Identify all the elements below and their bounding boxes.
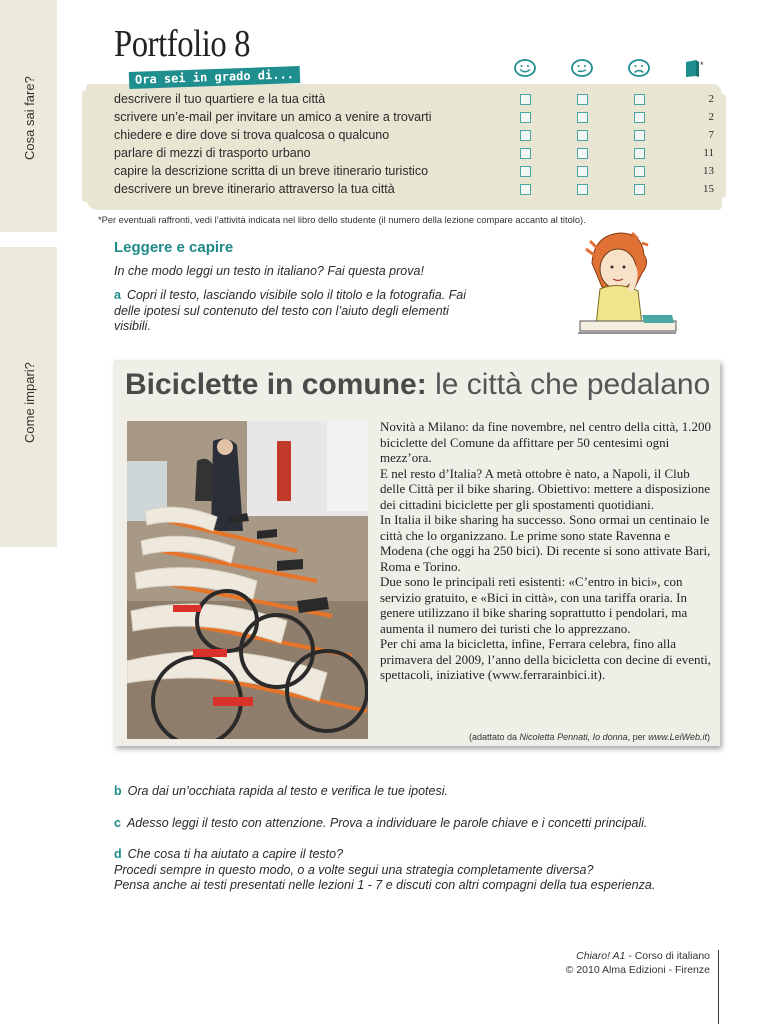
can-do-text: descrivere un breve itinerario attraverso la tua città [114,182,395,196]
can-do-row [114,127,714,145]
article-paragraph: In Italia il bike sharing ha successo. Sono ormai un centinaio le città che lo organizzano. Le prime sono state Ravenna e Modena (che oggi ha 250 bici). Di recente si sono attivate Bari, Roma e Torino. [380,512,711,574]
credit-end: ) [707,732,710,742]
task-letter: d [114,847,122,861]
credit-site: www.LeiWeb.it [648,732,707,742]
lesson-number: 2 [708,111,714,123]
task-text: Copri il testo, lasciando visibile solo il titolo e la fotografia. Fai delle ipotesi sul contenuto del testo con l’aiuto degli elementi visibili. [114,288,467,333]
sidebar-tab-cosa-sai-fare [0,0,57,232]
footer-book-suffix: - Corso di italiano [625,950,710,962]
article-title [125,368,710,402]
reading-girl-illustration [572,229,682,347]
checkbox-happy[interactable] [520,166,531,177]
footer-divider [718,950,719,1024]
checkbox-sad[interactable] [634,112,645,123]
can-do-text: chiedere e dire dove si trova qualcosa o qualcuno [114,128,390,142]
footer-book [566,949,710,963]
sad-face-icon [627,58,651,78]
can-do-text: descrivere il tuo quartiere e la tua città [114,92,326,106]
can-do-row [114,109,714,127]
task-letter: b [114,784,122,798]
book-marker: * [700,60,704,70]
bike-sharing-photo [127,421,368,739]
credit-suffix: , per [627,732,649,742]
can-do-text: parlare di mezzi di trasporto urbano [114,146,311,160]
article-title-bold: Biciclette in comune: [125,368,427,401]
task-text: Adesso leggi il testo con attenzione. Prova a individuare le parole chiave e i concetti principali. [126,816,648,830]
neutral-face-icon [570,58,594,78]
can-do-text: scrivere un’e-mail per invitare un amico a venire a trovarti [114,110,432,124]
article-paragraph: Per chi ama la bicicletta, infine, Ferrara celebra, fino alla primavera del 2009, l’anno della bicicletta con decine di eventi, spettacoli, iniziative (www.ferrarainbici.it). [380,636,712,682]
task-letter: c [114,816,121,830]
task-letter: a [114,288,121,302]
can-do-row [114,163,714,181]
checkbox-happy[interactable] [520,184,531,195]
checkbox-happy[interactable] [520,130,531,141]
checkbox-neutral[interactable] [577,130,588,141]
checkbox-neutral[interactable] [577,112,588,123]
bike-rack-image [127,421,368,739]
checkbox-neutral[interactable] [577,148,588,159]
page-title: Portfolio 8 [114,23,250,65]
footnote: *Per eventuali raffronti, vedi l’attività indicata nel libro dello studente (il numero della lezione compare accanto al titolo). [98,215,586,225]
lesson-number: 13 [703,165,714,177]
task-text: Ora dai un’occhiata rapida al testo e verifica le tue ipotesi. [127,784,448,798]
checkbox-sad[interactable] [634,130,645,141]
article-card [114,360,720,746]
lesson-number: 2 [708,93,714,105]
sidebar-label-bottom: Come impari? [22,362,37,443]
article-credit [469,732,710,742]
can-do-row [114,145,714,163]
checkbox-neutral[interactable] [577,94,588,105]
checkbox-sad[interactable] [634,184,645,195]
checkbox-sad[interactable] [634,94,645,105]
can-do-heading: Ora sei in grado di... [129,66,300,89]
lesson-number: 7 [708,129,714,141]
article-title-light: le città che pedalano [426,368,711,401]
checkbox-sad[interactable] [634,166,645,177]
task-text: Procedi sempre in questo modo, o a volte segui una strategia completamente diversa? [114,862,594,877]
can-do-text: capire la descrizione scritta di un breve itinerario turistico [114,164,429,178]
task-a [114,288,474,335]
credit-prefix: (adattato da [469,732,520,742]
sidebar-label-top: Cosa sai fare? [22,76,37,160]
article-paragraph: E nel resto d’Italia? A metà ottobre è nato, a Napoli, il Club delle Città per il bike sharing. Obiettivo: mettere a disposizione dei cittadini biciclette per gli spostamenti quotidiani. [380,465,710,512]
lesson-number: 11 [703,147,714,159]
happy-face-icon [513,58,537,78]
lesson-number: 15 [703,183,714,195]
article-body [380,419,712,683]
footer-book-title: Chiaro! A1 [576,950,626,962]
can-do-row [114,181,714,199]
task-b [114,784,448,800]
task-text: Pensa anche ai testi presentati nelle lezioni 1 - 7 e discuti con altri compagni della tua esperienza. [114,878,656,892]
checkbox-happy[interactable] [520,148,531,159]
task-text: Che cosa ti ha aiutato a capire il testo? [127,847,344,861]
can-do-row [114,91,714,109]
checkbox-neutral[interactable] [577,184,588,195]
sidebar-tab-come-impari [0,247,57,547]
checkbox-neutral[interactable] [577,166,588,177]
section-title: Leggere e capire [114,239,234,256]
page-footer [566,949,710,977]
task-c [114,816,647,832]
article-paragraph: Due sono le principali reti esistenti: «C’entro in bici», con servizio gratuito, e «Bici in città», con una tariffa oraria. In genere utilizzano il bike sharing soprattutto i pendolari, ma aumenta il numero dei turisti che lo apprezzano. [380,574,688,636]
checkbox-happy[interactable] [520,94,531,105]
footer-copyright: © 2010 Alma Edizioni - Firenze [565,964,710,976]
task-d [114,847,694,894]
credit-author: Nicoletta Pennati, Io donna [519,732,628,742]
article-paragraph: Novità a Milano: da fine novembre, nel centro della città, 1.200 biciclette del Comune da affittare per 50 centesimi ogni mezz’ora. [380,419,712,465]
checkbox-sad[interactable] [634,148,645,159]
checkbox-happy[interactable] [520,112,531,123]
section-intro: In che modo leggi un testo in italiano? Fai questa prova! [114,264,424,278]
